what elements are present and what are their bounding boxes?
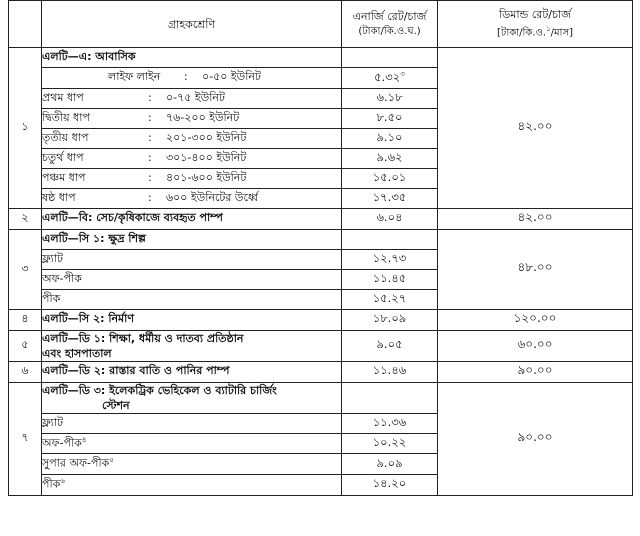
table-row — [9, 208, 633, 229]
slab-life-line: লাইফ লাইন : ০-৫০ ইউনিট — [42, 68, 342, 89]
demand-rate: ৪২.০০ — [438, 48, 633, 209]
energy-rate-title: এনার্জি রেট/চার্জ — [352, 10, 427, 23]
slab-step: প্রথম ধাপ : ০-৭৫ ইউনিট — [42, 88, 342, 108]
table-row — [9, 48, 633, 68]
tou-label: পীক — [42, 289, 342, 309]
table-header-row — [9, 1, 633, 48]
serial-number: ৪ — [9, 309, 42, 330]
category-title: এলটি—ডি ৩: ইলেকট্রিক ভেহিকেল ও ব্যাটারি চার্জিং স্টেশন — [42, 382, 342, 413]
energy-rate: ৬.০৪ — [342, 208, 438, 229]
slab-step: ষষ্ঠ ধাপ : ৬০০ ইউনিটের উর্ধ্বে — [42, 188, 342, 208]
table-row — [9, 382, 633, 413]
energy-rate: ৯.০৯ — [342, 454, 438, 475]
serial-number: ২ — [9, 208, 42, 229]
serial-number: ৩ — [9, 229, 42, 309]
energy-rate: ১৭.৩৫ — [342, 188, 438, 208]
demand-rate: ৯০.০০ — [438, 361, 633, 382]
consumer-class-header: গ্রাহকশ্রেণি — [42, 1, 342, 48]
table-row — [9, 229, 633, 249]
tariff-body — [9, 48, 633, 496]
category-title: এলটি—সি ২: নির্মাণ — [42, 309, 342, 330]
serial-header — [9, 1, 42, 48]
tou-label: অফ-পীক$^৪$ — [42, 433, 342, 454]
tou-label: অফ-পীক — [42, 269, 342, 289]
energy-rate: ১০.২২ — [342, 433, 438, 454]
slab-step: পঞ্চম ধাপ : ৪০১-৬০০ ইউনিট — [42, 168, 342, 188]
energy-rate: ৬.১৮ — [342, 88, 438, 108]
tou-label: ফ্ল্যাট — [42, 413, 342, 433]
energy-rate: ৮.৫০ — [342, 108, 438, 128]
slab-step: তৃতীয় ধাপ : ২০১-৩০০ ইউনিট — [42, 128, 342, 148]
demand-rate: ১২০.০০ — [438, 309, 633, 330]
demand-rate-unit: [টাকা/কি.ও.$^১$/মাস] — [497, 25, 573, 39]
demand-rate: ৪৮.০০ — [438, 229, 633, 309]
category-title: এলটি—ডি ১: শিক্ষা, ধর্মীয় ও দাতব্য প্রতিষ্ঠান এবং হাসপাতাল — [42, 330, 342, 361]
serial-number: ৭ — [9, 382, 42, 495]
category-title: এলটি—বি: সেচ/কৃষিকাজে ব্যবহৃত পাম্প — [42, 208, 342, 229]
demand-rate: ৪২.০০ — [438, 208, 633, 229]
category-title: এলটি—এ: আবাসিক — [42, 48, 342, 68]
tariff-table — [8, 0, 633, 496]
table-row — [9, 309, 633, 330]
energy-rate: ৯.১০ — [342, 128, 438, 148]
energy-rate: ১১.৪৬ — [342, 361, 438, 382]
tou-label: পীক$^৬$ — [42, 475, 342, 496]
category-title: এলটি—ডি ২: রাস্তার বাতি ও পানির পাম্প — [42, 361, 342, 382]
table-row — [9, 361, 633, 382]
energy-rate: ১৫.২৭ — [342, 289, 438, 309]
demand-rate-header — [438, 1, 633, 48]
energy-rate: ৯.৬২ — [342, 148, 438, 168]
energy-rate-unit: (টাকা/কি.ও.ঘ.) — [358, 26, 421, 37]
energy-rate: ১২.৭৩ — [342, 249, 438, 269]
slab-step: দ্বিতীয় ধাপ : ৭৬-২০০ ইউনিট — [42, 108, 342, 128]
energy-rate: ১৫.০১ — [342, 168, 438, 188]
demand-rate: ৯০.০০ — [438, 382, 633, 495]
demand-rate-title: ডিমান্ড রেট/চার্জ — [498, 8, 571, 22]
energy-rate: ১৮.০৯ — [342, 309, 438, 330]
tou-label: সুপার অফ-পীক$^৫$ — [42, 454, 342, 475]
slab-step: চতুর্থ ধাপ : ৩০১-৪০০ ইউনিট — [42, 148, 342, 168]
energy-rate: ১১.৩৬ — [342, 413, 438, 433]
category-title: এলটি—সি ১: ক্ষুদ্র শিল্প — [42, 229, 342, 249]
serial-number: ৬ — [9, 361, 42, 382]
tou-label: ফ্ল্যাট — [42, 249, 342, 269]
energy-rate: ১১.৪৫ — [342, 269, 438, 289]
table-row — [9, 330, 633, 361]
energy-rate: ১৪.২০ — [342, 475, 438, 496]
serial-number: ৫ — [9, 330, 42, 361]
demand-rate: ৬০.০০ — [438, 330, 633, 361]
serial-number: ১ — [9, 48, 42, 209]
energy-rate: ৯.০৫ — [342, 330, 438, 361]
energy-rate: ৫.৩২$^৩$ — [342, 68, 438, 89]
energy-rate-header — [342, 1, 438, 48]
